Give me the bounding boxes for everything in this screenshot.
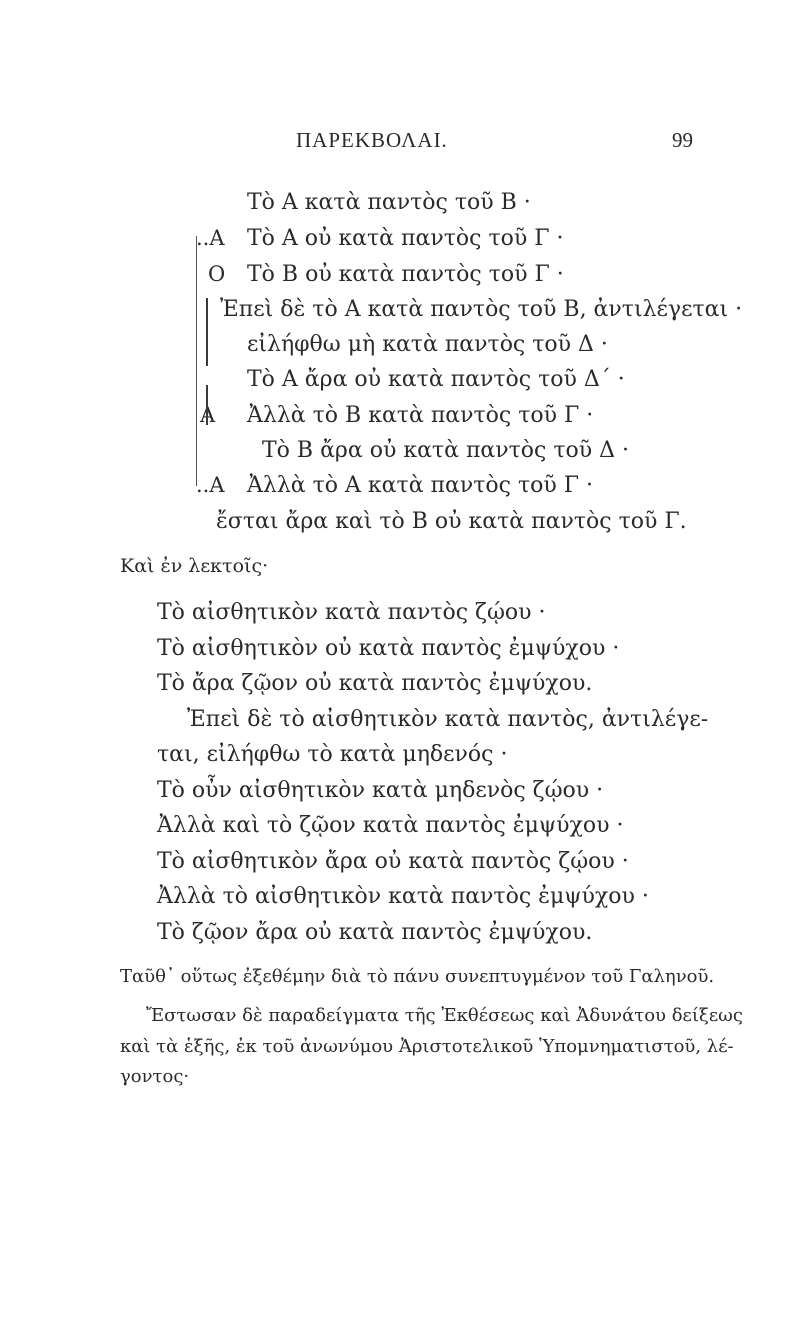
page-number: 99 xyxy=(672,128,693,152)
syllogism-line: Τὸ αἰσθητικὸν ἄρα οὐ κατὰ παντὸς ζῴου · xyxy=(157,849,629,874)
margin-label: ..Α xyxy=(196,473,225,497)
margin-label: Ο xyxy=(208,262,226,286)
running-title: ΠΑΡΕΚΒΟΛΑΙ. xyxy=(296,128,448,152)
syllogism-line: Ἀλλὰ καὶ τὸ ζῷον κατὰ παντὸς ἐμψύχου · xyxy=(157,813,624,838)
syllogism-line: Τὸ Α ἄρα οὐ κατὰ παντὸς τοῦ Δ΄ · xyxy=(247,367,625,392)
syllogism-line: Ἀλλὰ τὸ Β κατὰ παντὸς τοῦ Γ · xyxy=(247,403,594,428)
syllogism-line: Τὸ Β ἄρα οὐ κατὰ παντὸς τοῦ Δ · xyxy=(262,438,630,463)
intro-words: Καὶ ἐν λεκτοῖς· xyxy=(120,555,269,577)
paragraph-line: γοντος· xyxy=(120,1066,190,1087)
page-header xyxy=(0,128,800,168)
syllogism-line: Τὸ αἰσθητικὸν κατὰ παντὸς ζῴου · xyxy=(157,600,546,625)
margin-label: Α xyxy=(200,403,216,427)
margin-label: ..Α xyxy=(196,226,225,250)
syllogism-line: Τὸ οὖν αἰσθητικὸν κατὰ μηδενὸς ζῴου · xyxy=(157,778,604,803)
syllogism-line: Τὸ Α οὐ κατὰ παντὸς τοῦ Γ · xyxy=(247,226,564,251)
syllogism-line: Τὸ Α κατὰ παντὸς τοῦ Β · xyxy=(247,190,531,215)
syllogism-line: Ἀλλὰ τὸ Α κατὰ παντὸς τοῦ Γ · xyxy=(247,473,593,498)
syllogism-line: Τὸ Β οὐ κατὰ παντὸς τοῦ Γ · xyxy=(247,262,564,287)
syllogism-line: εἰλήφθω μὴ κατὰ παντὸς τοῦ Δ · xyxy=(247,332,608,357)
syllogism-line: Ἀλλὰ τὸ αἰσθητικὸν κατὰ παντὸς ἐμψύχου · xyxy=(157,884,649,909)
syllogism-line: Τὸ ζῷον ἄρα οὐ κατὰ παντὸς ἐμψύχου. xyxy=(157,920,593,945)
syllogism-line: ται, εἰλήφθω τὸ κατὰ μηδενός · xyxy=(157,742,508,767)
outer-bracket xyxy=(196,236,197,486)
syllogism-line: Τὸ ἄρα ζῷον οὐ κατὰ παντὸς ἐμψύχου. xyxy=(157,671,593,696)
inner-bracket xyxy=(206,298,208,366)
syllogism-line: Ἐπεὶ δὲ τὸ Α κατὰ παντὸς τοῦ Β, ἀντιλέγεται · xyxy=(220,297,743,322)
syllogism-line: ἔσται ἄρα καὶ τὸ Β οὐ κατὰ παντὸς τοῦ Γ. xyxy=(216,509,687,534)
syllogism-line: Ἐπεὶ δὲ τὸ αἰσθητικὸν κατὰ παντὸς, ἀντιλέγε- xyxy=(187,707,709,732)
paragraph-line: Ἔστωσαν δὲ παραδείγματα τῆς Ἐκθέσεως καὶ Ἀδυνάτου δείξεως xyxy=(146,1005,743,1026)
paragraph-line: καὶ τὰ ἑξῆς, ἐκ τοῦ ἀνωνύμου Ἀριστοτελικοῦ Ὑπομνηματιστοῦ, λέ- xyxy=(120,1036,734,1057)
syllogism-line: Τὸ αἰσθητικὸν οὐ κατὰ παντὸς ἐμψύχου · xyxy=(157,636,620,661)
inner-bracket xyxy=(206,385,208,425)
paragraph-line: Ταῦθ᾽ οὕτως ἐξεθέμην διὰ τὸ πάνυ συνεπτυγμένον τοῦ Γαληνοῦ. xyxy=(120,966,715,987)
